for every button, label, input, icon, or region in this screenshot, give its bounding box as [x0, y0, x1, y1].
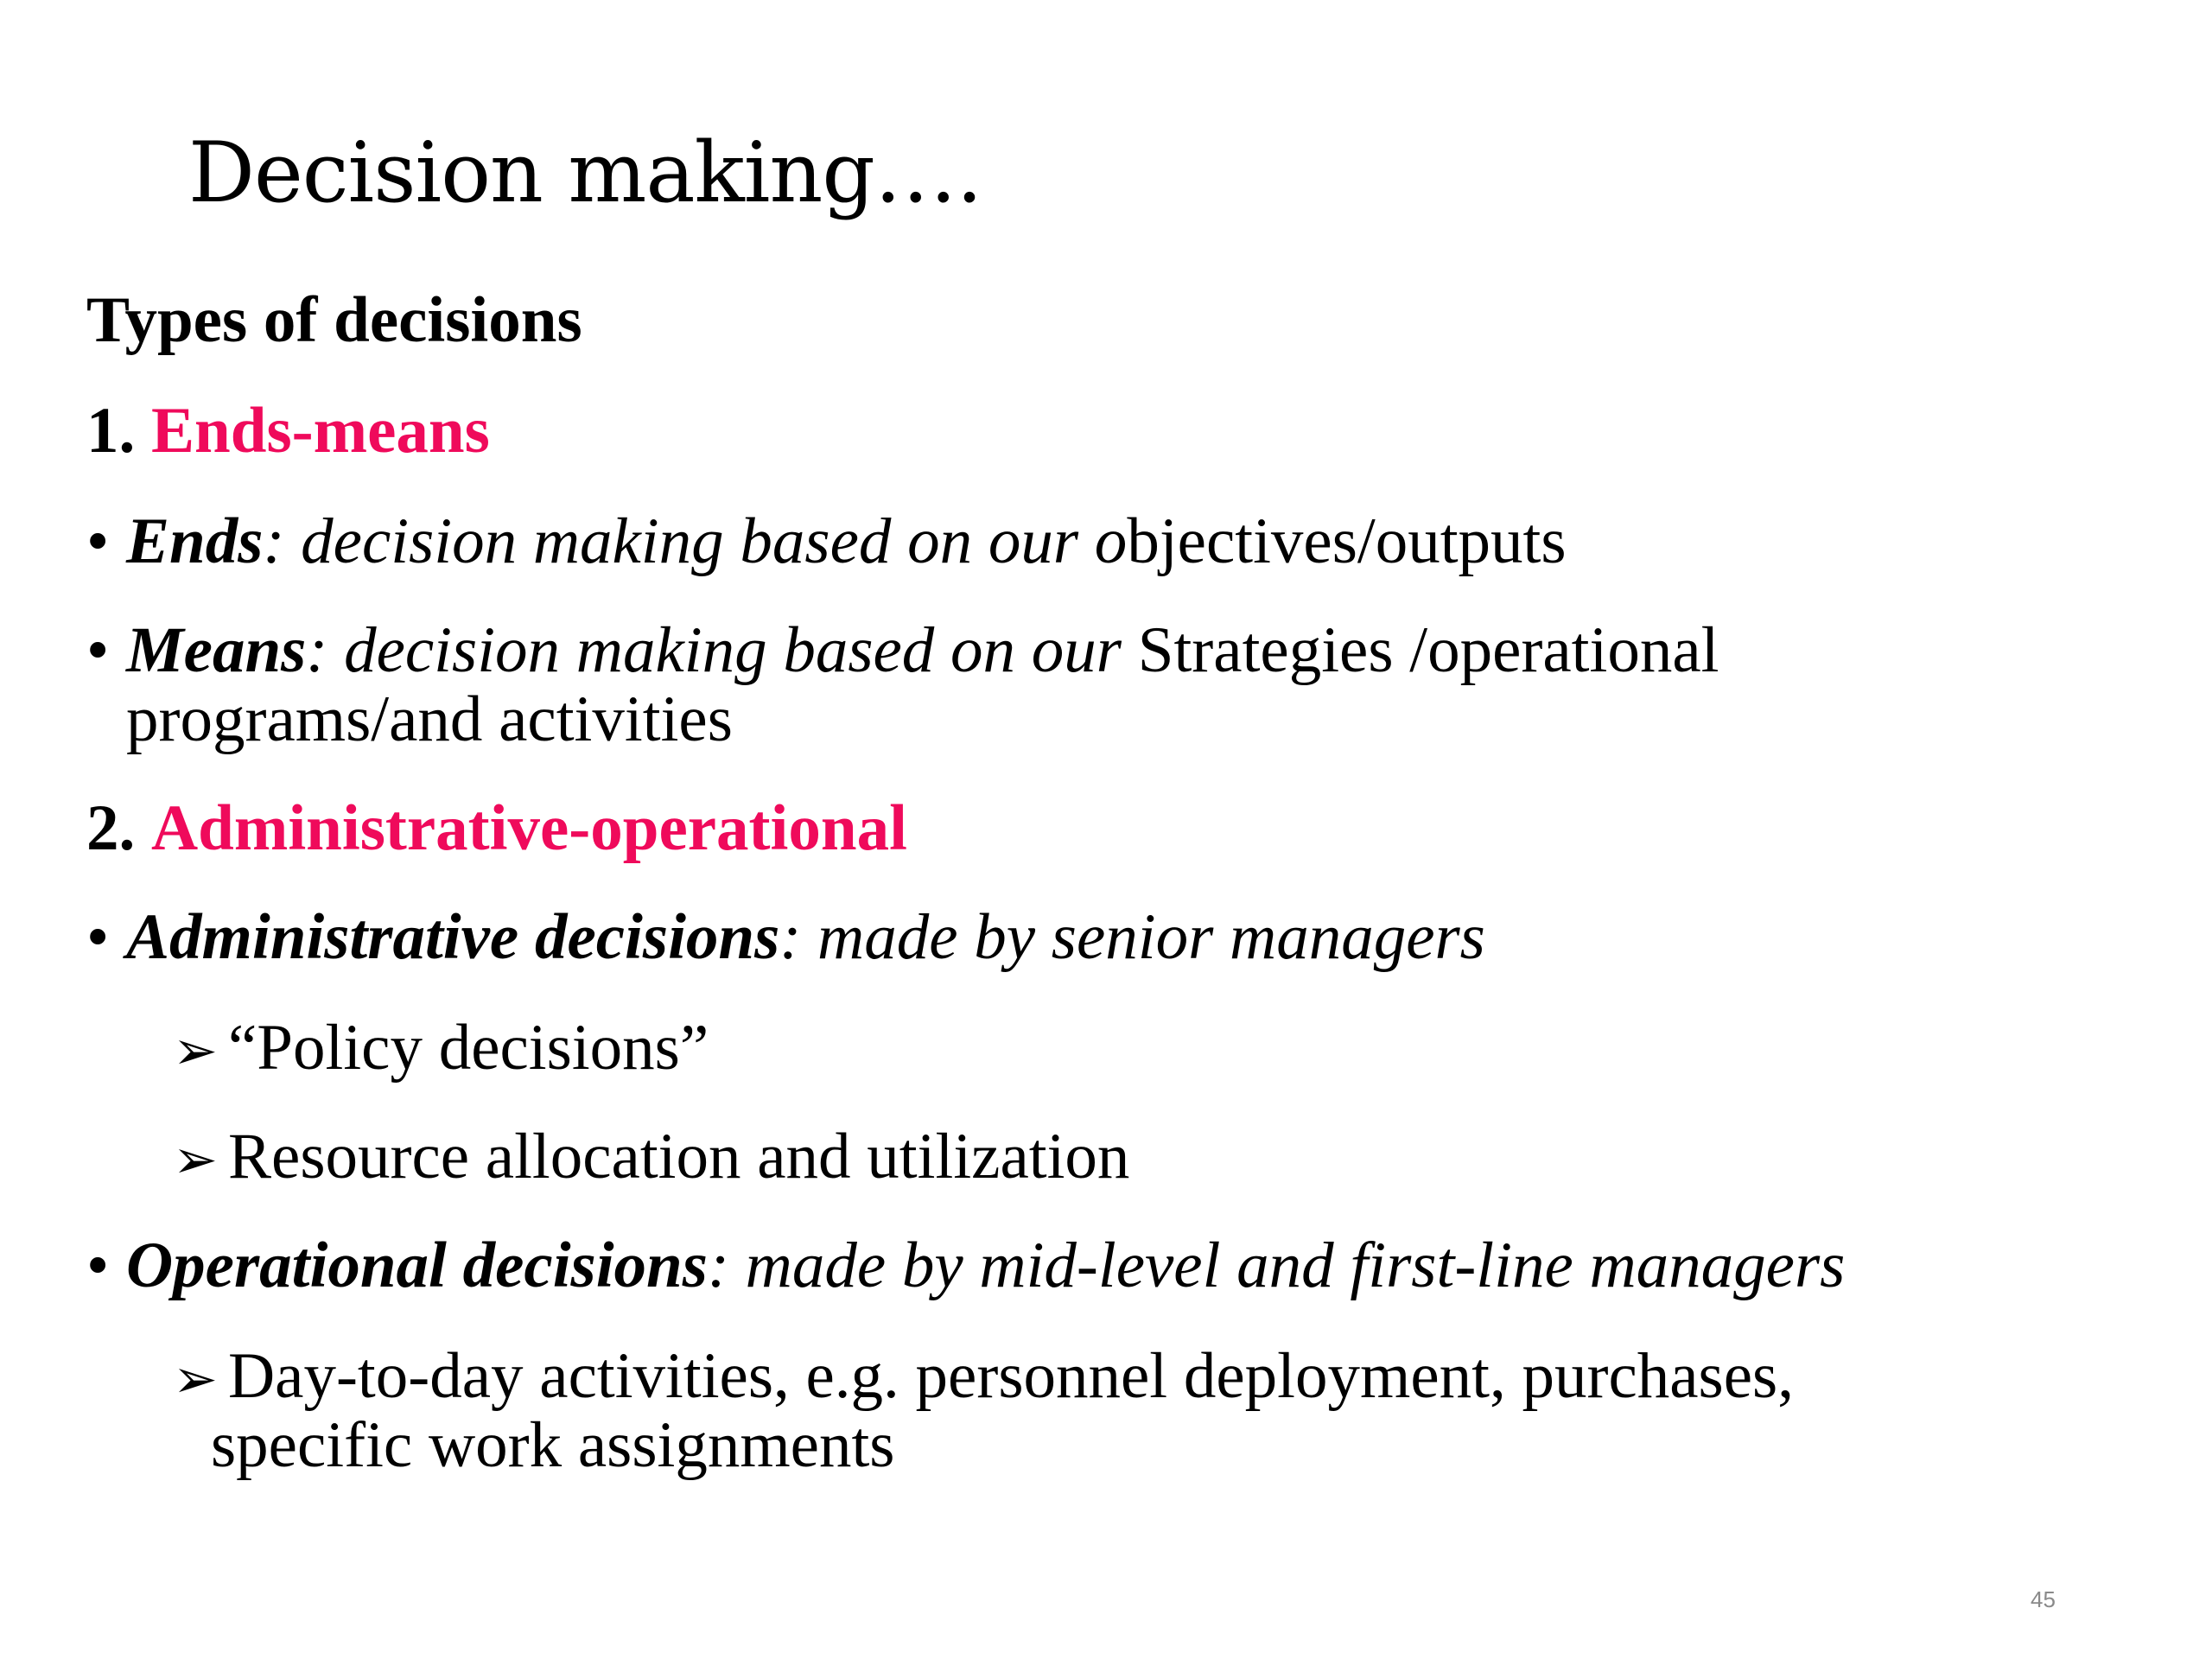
section-label: Ends-means [151, 395, 490, 467]
bullet-icon: • [86, 614, 110, 686]
section-number: 1. [86, 395, 136, 467]
slide-title: Decision making…. [188, 124, 982, 221]
bullet-description: : made by senior managers [779, 901, 1485, 973]
bullet-operational [86, 1230, 1845, 1301]
bullet-term: Administrative decisions [126, 901, 780, 973]
arrow-bullet-icon: ➢ [173, 1019, 218, 1082]
bullet-term: Means [126, 614, 307, 686]
bullet-administrative [86, 902, 1485, 973]
sub-item-day-to-day [173, 1341, 1794, 1414]
sub-item-text: “Policy decisions” [228, 1012, 709, 1084]
section-ends-means [86, 396, 490, 467]
sub-item-continuation: specific work assignments [211, 1409, 895, 1481]
types-heading: Types of decisions [86, 284, 582, 356]
sub-item-resources [173, 1122, 1129, 1195]
bullet-icon: • [86, 1230, 110, 1301]
sub-item-text: Resource allocation and utilization [228, 1121, 1130, 1192]
page-number: 45 [2031, 1586, 2056, 1612]
bullet-icon: • [86, 505, 110, 577]
arrow-bullet-icon: ➢ [173, 1347, 218, 1410]
bullet-rest: bjectives/outputs [1127, 505, 1567, 577]
arrow-bullet-icon: ➢ [173, 1128, 218, 1191]
section-label: Administrative-operational [151, 792, 907, 864]
bullet-description: : decision making based on our [306, 614, 1138, 686]
bullet-term: Operational decisions [126, 1230, 708, 1301]
sub-item-policy [173, 1013, 709, 1086]
bullet-term: Ends [126, 505, 264, 577]
bullet-rest: Strategies /operational [1137, 614, 1719, 686]
bullet-description: : made by mid-level and first-line managers [707, 1230, 1846, 1301]
bullet-means [86, 615, 1719, 686]
section-admin-operational [86, 793, 907, 864]
sub-item-text: Day-to-day activities, e.g. personnel deployment, purchases, [228, 1340, 1794, 1412]
bullet-ends [86, 506, 1567, 577]
section-number: 2. [86, 792, 136, 864]
bullet-means-continuation: programs/and activities [126, 683, 733, 755]
bullet-icon: • [86, 901, 110, 973]
bullet-description: : decision making based on our o [263, 505, 1128, 577]
